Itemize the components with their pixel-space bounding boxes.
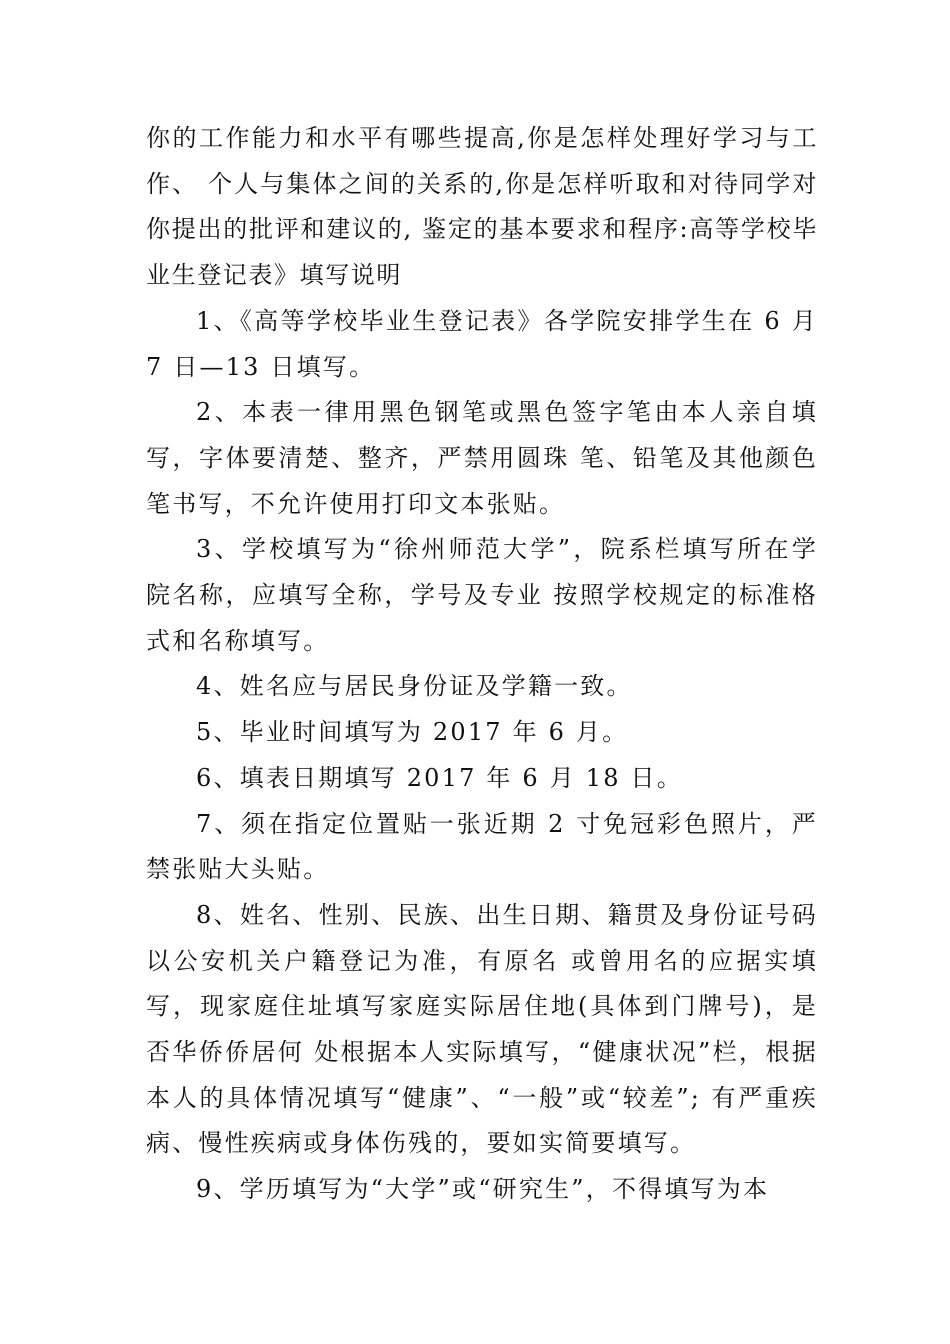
document-body	[146, 116, 818, 1213]
instruction-item-3: 3、学校填写为“徐州师范大学”，院系栏填写所在学院名称，应填写全称，学号及专业 按照学校规定的标准格式和名称填写。	[146, 535, 818, 655]
instruction-item-5: 5、毕业时间填写为 2017 年 6 月。	[196, 718, 629, 747]
instruction-item-1: 1、《高等学校毕业生登记表》各学院安排学生在 6 月 7 日—13 日填写。	[146, 306, 818, 381]
instruction-item-4: 4、姓名应与居民身份证及学籍一致。	[196, 672, 633, 701]
instruction-item-7: 7、须在指定位置贴一张近期 2 寸免冠彩色照片，严禁张贴大头贴。	[146, 809, 818, 884]
instruction-item-6: 6、填表日期填写 2017 年 6 月 18 日。	[196, 763, 683, 792]
instruction-item-8: 8、姓名、性别、民族、出生日期、籍贯及身份证号码以公安机关户籍登记为准，有原名 或曾用名的应据实填写，现家庭住址填写家庭实际居住地(具体到门牌号)，是否华侨侨居何 处根据本人实际填写，“健康状况”栏，根据本人的具体情况填写“健康”、“一般”或“较差”; 有严重疾病、慢性疾病或身体伤残的，要如实简要填写。	[146, 900, 818, 1158]
intro-paragraph: 你的工作能力和水平有哪些提高,你是怎样处理好学习与工作、 个人与集体之间的关系的,你是怎样听取和对待同学对你提出的批评和建议的, 鉴定的基本要求和程序:高等学校毕业生登记表》填写说明	[146, 124, 818, 290]
instruction-item-9: 9、学历填写为“大学”或“研究生”，不得填写为本	[196, 1175, 770, 1204]
instruction-item-2: 2、本表一律用黑色钢笔或黑色签字笔由本人亲自填写，字体要清楚、整齐，严禁用圆珠 笔、铅笔及其他颜色笔书写，不允许使用打印文本张贴。	[146, 398, 818, 518]
